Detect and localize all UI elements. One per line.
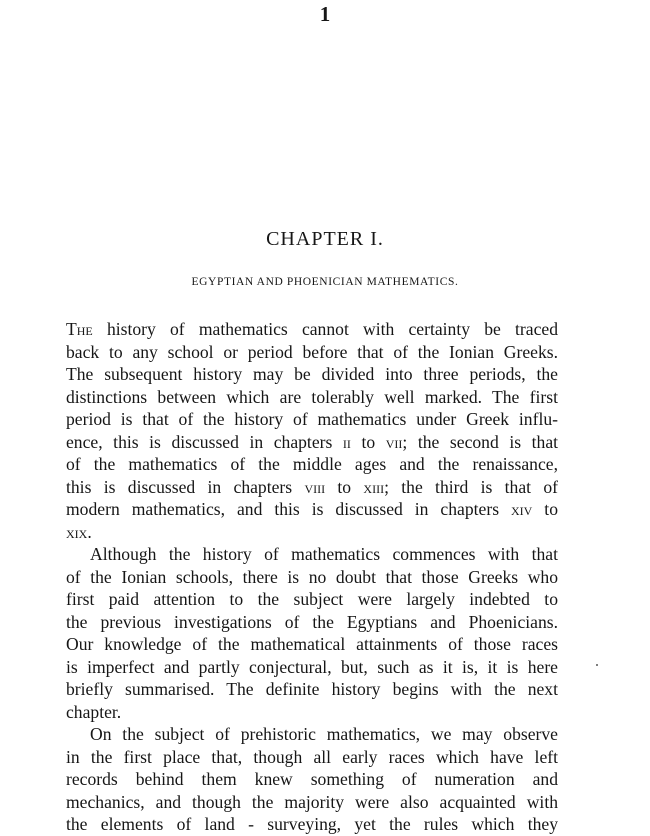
body-text: [66, 318, 558, 836]
text-small-caps: viii: [304, 476, 326, 497]
text-line: records behind them knew something of numeration and: [66, 769, 558, 789]
chapter-title: CHAPTER I.: [266, 228, 384, 250]
text-line: briefly summarised. The definite history begins with the next: [66, 679, 558, 699]
text-line: period is that of the history of mathematics under Greek influ-: [66, 409, 558, 429]
text-segment: to: [350, 431, 386, 452]
text-segment: ; the second is that: [402, 431, 559, 452]
text-line: [66, 498, 558, 521]
text-line: of the Ionian schools, there is no doubt that those Greeks who: [66, 566, 558, 587]
text-segment: history of mathematics cannot with certainty be traced: [92, 319, 558, 339]
text-line: is imperfect and partly conjectural, but, such as it is, it is here: [66, 656, 558, 677]
text-segment: this is discussed in chapters: [66, 476, 305, 497]
text-small-caps: The: [66, 319, 93, 339]
text-line: [66, 318, 558, 341]
chapter-subtitle: EGYPTIAN AND PHOENICIAN MATHEMATICS.: [191, 276, 459, 288]
text-line: [66, 476, 558, 499]
paragraph-start-line: On the subject of prehistoric mathematics, we may observe: [90, 724, 558, 744]
text-small-caps: xiii: [363, 476, 385, 497]
text-line: the elements of land - surveying, yet the rules which they: [66, 814, 558, 834]
text-segment: to: [325, 476, 364, 497]
text-line: chapter.: [66, 701, 122, 722]
text-small-caps: ii: [342, 431, 351, 452]
text-segment: .: [87, 521, 92, 542]
text-line: distinctions between which are tolerably well marked. The first: [66, 386, 558, 407]
text-small-caps: xiv: [511, 499, 533, 519]
text-line: first paid attention to the subject were largely indebted to: [66, 589, 558, 609]
text-line: [66, 431, 558, 454]
text-line: The subsequent history may be divided into three periods, the: [66, 364, 558, 384]
paragraph-start-line: Although the history of mathematics commences with that: [90, 544, 558, 564]
text-small-caps: vii: [385, 431, 403, 452]
text-segment: ; the third is that of: [384, 476, 558, 497]
page-number: 1: [319, 2, 331, 26]
text-line: in the first place that, though all early races which have left: [66, 746, 558, 767]
text-line: Our knowledge of the mathematical attainments of those races: [66, 634, 558, 654]
text-line: [66, 521, 558, 544]
text-segment: to: [532, 499, 558, 519]
text-segment: modern mathematics, and this is discussed in chapters: [66, 499, 512, 519]
paper-speck: [596, 664, 598, 666]
text-segment: ence, this is discussed in chapters: [66, 431, 343, 452]
text-small-caps: xix: [66, 521, 88, 542]
text-line: mechanics, and though the majority were also acquainted with: [66, 791, 558, 812]
text-line: back to any school or period before that of the Ionian Greeks.: [66, 341, 558, 362]
text-line: the previous investigations of the Egyptians and Phoenicians.: [66, 611, 558, 632]
text-line: of the mathematics of the middle ages and the renaissance,: [66, 454, 558, 474]
